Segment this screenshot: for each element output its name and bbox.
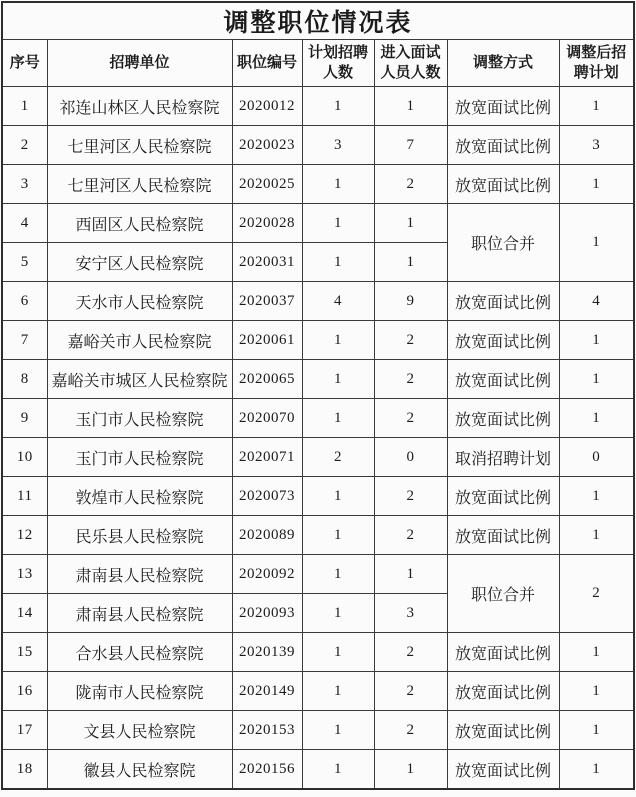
cell-interview: 9 <box>374 282 447 321</box>
cell-adjusted: 0 <box>559 438 634 477</box>
cell-unit: 民乐县人民检察院 <box>47 516 232 555</box>
cell-unit: 徽县人民检察院 <box>47 750 232 790</box>
cell-adjusted: 1 <box>559 87 634 126</box>
cell-adjusted: 1 <box>559 711 634 750</box>
cell-adjusted: 1 <box>559 399 634 438</box>
col-header-unit: 招聘单位 <box>47 40 232 87</box>
cell-adjusted: 1 <box>559 204 634 282</box>
cell-method: 放宽面试比例 <box>447 87 559 126</box>
cell-unit: 敦煌市人民检察院 <box>47 477 232 516</box>
table-row <box>2 555 634 594</box>
cell-method: 取消招聘计划 <box>447 438 559 477</box>
cell-method: 放宽面试比例 <box>447 516 559 555</box>
cell-planned: 1 <box>302 750 374 790</box>
cell-interview: 7 <box>374 126 447 165</box>
cell-method: 放宽面试比例 <box>447 672 559 711</box>
cell-planned: 1 <box>302 204 374 243</box>
cell-seq: 7 <box>2 321 47 360</box>
table-row <box>2 360 634 399</box>
cell-seq: 3 <box>2 165 47 204</box>
cell-unit: 嘉峪关市城区人民检察院 <box>47 360 232 399</box>
cell-planned: 1 <box>302 711 374 750</box>
col-header-adjusted: 调整后招聘计划 <box>559 40 634 87</box>
cell-adjusted: 1 <box>559 750 634 790</box>
table-row <box>2 477 634 516</box>
col-header-method: 调整方式 <box>447 40 559 87</box>
cell-interview: 2 <box>374 711 447 750</box>
cell-seq: 14 <box>2 594 47 633</box>
cell-planned: 1 <box>302 477 374 516</box>
cell-code: 2020089 <box>232 516 302 555</box>
cell-code: 2020028 <box>232 204 302 243</box>
cell-seq: 16 <box>2 672 47 711</box>
cell-method: 放宽面试比例 <box>447 126 559 165</box>
cell-unit: 七里河区人民检察院 <box>47 165 232 204</box>
cell-code: 2020093 <box>232 594 302 633</box>
cell-seq: 13 <box>2 555 47 594</box>
cell-planned: 1 <box>302 399 374 438</box>
cell-method: 放宽面试比例 <box>447 477 559 516</box>
cell-unit: 文县人民检察院 <box>47 711 232 750</box>
table-row <box>2 516 634 555</box>
cell-interview: 2 <box>374 672 447 711</box>
table-row <box>2 750 634 790</box>
cell-unit: 肃南县人民检察院 <box>47 594 232 633</box>
cell-method: 放宽面试比例 <box>447 321 559 360</box>
cell-planned: 1 <box>302 633 374 672</box>
cell-seq: 17 <box>2 711 47 750</box>
cell-unit: 玉门市人民检察院 <box>47 438 232 477</box>
cell-seq: 8 <box>2 360 47 399</box>
cell-adjusted: 1 <box>559 165 634 204</box>
table-row <box>2 204 634 243</box>
cell-planned: 1 <box>302 672 374 711</box>
cell-planned: 1 <box>302 243 374 282</box>
cell-seq: 1 <box>2 87 47 126</box>
cell-interview: 2 <box>374 633 447 672</box>
cell-adjusted: 2 <box>559 555 634 633</box>
cell-adjusted: 1 <box>559 672 634 711</box>
cell-unit: 嘉峪关市人民检察院 <box>47 321 232 360</box>
title-row <box>2 2 634 40</box>
cell-method: 放宽面试比例 <box>447 165 559 204</box>
table-row <box>2 282 634 321</box>
cell-method: 放宽面试比例 <box>447 282 559 321</box>
cell-adjusted: 1 <box>559 477 634 516</box>
cell-seq: 2 <box>2 126 47 165</box>
table-row <box>2 711 634 750</box>
cell-code: 2020065 <box>232 360 302 399</box>
col-header-interview: 进入面试人员人数 <box>374 40 447 87</box>
cell-seq: 12 <box>2 516 47 555</box>
cell-unit: 安宁区人民检察院 <box>47 243 232 282</box>
cell-adjusted: 1 <box>559 633 634 672</box>
cell-method: 职位合并 <box>447 555 559 633</box>
table-row <box>2 165 634 204</box>
cell-planned: 1 <box>302 87 374 126</box>
cell-unit: 天水市人民检察院 <box>47 282 232 321</box>
cell-code: 2020061 <box>232 321 302 360</box>
cell-code: 2020025 <box>232 165 302 204</box>
cell-planned: 1 <box>302 516 374 555</box>
cell-code: 2020156 <box>232 750 302 790</box>
cell-code: 2020073 <box>232 477 302 516</box>
cell-interview: 2 <box>374 477 447 516</box>
cell-seq: 4 <box>2 204 47 243</box>
table-row <box>2 672 634 711</box>
cell-unit: 陇南市人民检察院 <box>47 672 232 711</box>
cell-planned: 3 <box>302 126 374 165</box>
cell-planned: 1 <box>302 594 374 633</box>
cell-unit: 合水县人民检察院 <box>47 633 232 672</box>
cell-adjusted: 1 <box>559 516 634 555</box>
table-row <box>2 87 634 126</box>
cell-code: 2020070 <box>232 399 302 438</box>
cell-code: 2020149 <box>232 672 302 711</box>
cell-method: 放宽面试比例 <box>447 360 559 399</box>
cell-interview: 1 <box>374 243 447 282</box>
cell-method: 放宽面试比例 <box>447 711 559 750</box>
cell-method: 放宽面试比例 <box>447 750 559 790</box>
cell-interview: 1 <box>374 204 447 243</box>
cell-seq: 18 <box>2 750 47 790</box>
cell-interview: 2 <box>374 399 447 438</box>
cell-planned: 4 <box>302 282 374 321</box>
cell-method: 放宽面试比例 <box>447 399 559 438</box>
cell-code: 2020139 <box>232 633 302 672</box>
header-row <box>2 40 634 87</box>
table-row <box>2 633 634 672</box>
position-adjustment-table <box>1 1 635 790</box>
cell-interview: 1 <box>374 750 447 790</box>
cell-planned: 1 <box>302 165 374 204</box>
cell-code: 2020153 <box>232 711 302 750</box>
cell-unit: 玉门市人民检察院 <box>47 399 232 438</box>
col-header-seq: 序号 <box>2 40 47 87</box>
table-head <box>2 2 634 87</box>
table-row <box>2 126 634 165</box>
cell-seq: 5 <box>2 243 47 282</box>
cell-seq: 6 <box>2 282 47 321</box>
table-body <box>2 87 634 790</box>
table-row <box>2 321 634 360</box>
cell-seq: 11 <box>2 477 47 516</box>
table-row <box>2 399 634 438</box>
cell-code: 2020031 <box>232 243 302 282</box>
cell-interview: 2 <box>374 360 447 399</box>
cell-unit: 祁连山林区人民检察院 <box>47 87 232 126</box>
cell-method: 放宽面试比例 <box>447 633 559 672</box>
cell-seq: 15 <box>2 633 47 672</box>
cell-adjusted: 3 <box>559 126 634 165</box>
cell-seq: 9 <box>2 399 47 438</box>
cell-unit: 肃南县人民检察院 <box>47 555 232 594</box>
cell-interview: 0 <box>374 438 447 477</box>
cell-seq: 10 <box>2 438 47 477</box>
cell-unit: 七里河区人民检察院 <box>47 126 232 165</box>
col-header-code: 职位编号 <box>232 40 302 87</box>
cell-interview: 1 <box>374 87 447 126</box>
cell-code: 2020071 <box>232 438 302 477</box>
cell-planned: 2 <box>302 438 374 477</box>
cell-interview: 2 <box>374 516 447 555</box>
cell-planned: 1 <box>302 360 374 399</box>
cell-adjusted: 1 <box>559 360 634 399</box>
cell-unit: 西固区人民检察院 <box>47 204 232 243</box>
cell-code: 2020012 <box>232 87 302 126</box>
cell-interview: 2 <box>374 165 447 204</box>
cell-code: 2020092 <box>232 555 302 594</box>
col-header-planned: 计划招聘人数 <box>302 40 374 87</box>
cell-adjusted: 4 <box>559 282 634 321</box>
cell-adjusted: 1 <box>559 321 634 360</box>
cell-planned: 1 <box>302 555 374 594</box>
cell-interview: 3 <box>374 594 447 633</box>
cell-interview: 1 <box>374 555 447 594</box>
cell-code: 2020023 <box>232 126 302 165</box>
page-title: 调整职位情况表 <box>2 2 634 40</box>
cell-method: 职位合并 <box>447 204 559 282</box>
cell-planned: 1 <box>302 321 374 360</box>
cell-code: 2020037 <box>232 282 302 321</box>
cell-interview: 2 <box>374 321 447 360</box>
table-row <box>2 438 634 477</box>
